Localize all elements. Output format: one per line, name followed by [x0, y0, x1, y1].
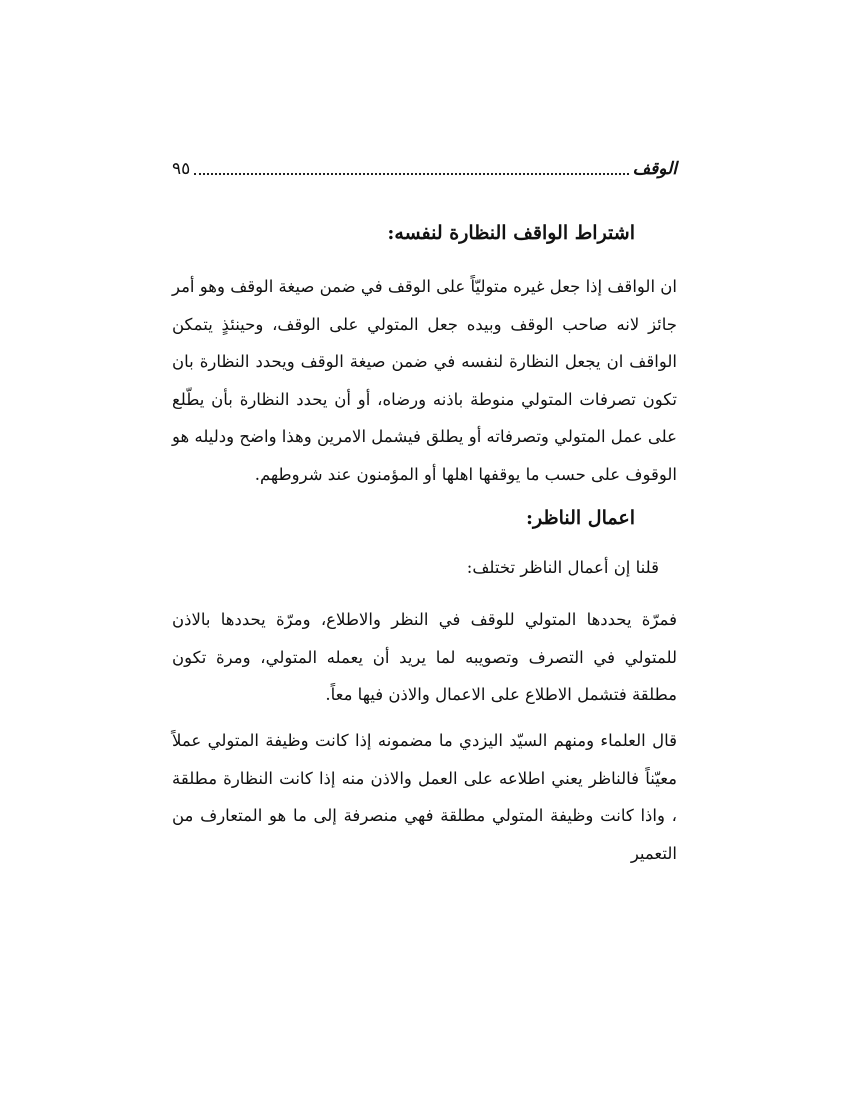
paragraph: ان الواقف إذا جعل غيره متوليّاً على الوقف في ضمن صيغة الوقف وهو أمر جائز لانه صاحب الوقف وبيده جعل المتولي على الوقف، وحينئذٍ يتمكن الواقف ان يجعل النظارة لنفسه في ضمن صيغة الوقف ويحدد النظارة بان تكون تصرفات المتولي منوطة باذنه ورضاه، أو أن يحدد النظارة بأن يطّلع على عمل المتولي وتصرفاته أو يطلق فيشمل الامرين وهذا واضح ودليله هو الوقوف على حسب ما يوقفها اهلها أو المؤمنون عند شروطهم.	[171, 277, 677, 484]
section-body-waqif-nazara	[172, 268, 677, 493]
section-heading-waqif-nazara: اشتراط الواقف النظارة لنفسه:	[387, 222, 635, 244]
paragraph: فمرّة يحددها المتولي للوقف في النظر والاطلاع، ومرّة يحددها بالاذن للمتولي في التصرف وتصويبه لما يريد أن يعمله المتولي، ومرة تكون مطلقة فتشمل الاطلاع على الاعمال والاذن فيها معاً.	[172, 610, 677, 704]
section-intro-line: قلنا إن أعمال الناظر تختلف:	[466, 558, 659, 577]
running-header	[172, 150, 677, 180]
section-body-amal-nazir-2	[172, 722, 677, 872]
paragraph: قال العلماء ومنهم السيّد اليزدي ما مضمونه إذا كانت وظيفة المتولي عملاً معيّناً فالناظر يعني اطلاعه على العمل والاذن منه إذا كانت النظارة مطلقة ، واذا كانت وظيفة المتولي مطلقة فهي منصرفة إلى ما هو المتعارف من التعمير	[172, 731, 677, 863]
section-heading-amal-nazir: اعمال الناظر:	[525, 507, 635, 529]
section-body-amal-nazir-1	[172, 601, 677, 714]
running-header-title: الوقف	[632, 159, 677, 179]
page-number: ٩٥	[172, 159, 191, 179]
dotted-leader	[194, 173, 628, 175]
